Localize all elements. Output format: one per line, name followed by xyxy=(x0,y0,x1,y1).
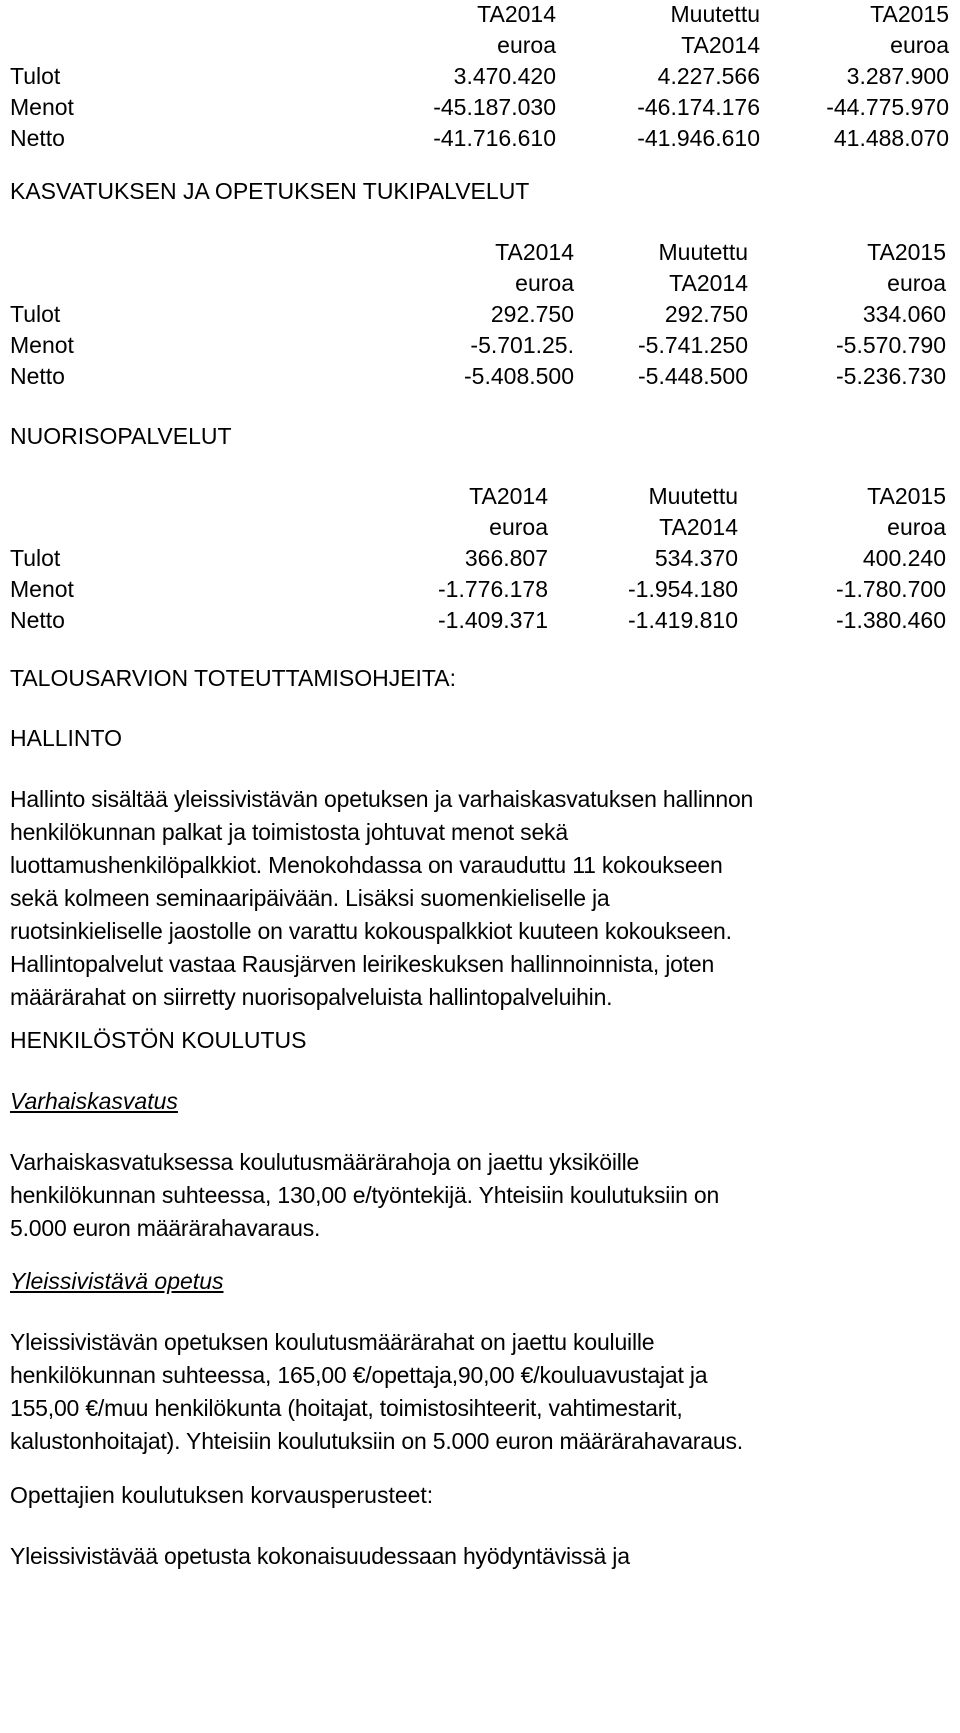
subheading-general-education: Yleissivistävä opetus xyxy=(10,1268,224,1294)
column-unit: TA2014 xyxy=(659,514,738,540)
heading-staff-training: HENKILÖSTÖN KOULUTUS xyxy=(10,1027,307,1053)
table-row xyxy=(10,542,946,573)
table-cell: 4.227.566 xyxy=(657,63,760,89)
column-unit: euroa xyxy=(890,32,949,58)
row-label: Menot xyxy=(10,332,74,358)
column-unit: euroa xyxy=(887,270,946,296)
table-cell: -5.570.790 xyxy=(836,332,946,358)
column-header: TA2015 xyxy=(867,239,946,265)
table-cell: -5.236.730 xyxy=(836,363,946,389)
column-header: Muutettu xyxy=(658,239,748,265)
column-unit: euroa xyxy=(515,270,574,296)
table-cell: -1.776.178 xyxy=(438,576,548,602)
general-education-paragraph xyxy=(10,1326,950,1458)
table-header-row xyxy=(10,29,949,60)
table-cell: -5.448.500 xyxy=(638,363,748,389)
table-cell: 334.060 xyxy=(862,301,946,327)
table-row xyxy=(10,329,946,360)
table-cell: -1.409.371 xyxy=(438,607,548,633)
column-header: Muutettu xyxy=(670,1,760,27)
section-title-youth-services: NUORISOPALVELUT xyxy=(10,423,232,449)
column-header: TA2014 xyxy=(495,239,574,265)
paragraph-line: Yleissivistävää opetusta kokonaisuudessaan hyödyntävissä ja xyxy=(10,1543,630,1569)
row-label: Menot xyxy=(10,576,74,602)
paragraph-line: 5.000 euron määrärahavaraus. xyxy=(10,1215,321,1241)
budget-table-2 xyxy=(10,236,946,391)
table-cell: 534.370 xyxy=(654,545,738,571)
section-title-support-services: KASVATUKSEN JA OPETUKSEN TUKIPALVELUT xyxy=(10,178,530,204)
column-header: TA2015 xyxy=(867,483,946,509)
paragraph-line: Yleissivistävän opetuksen koulutusmäärärahat on jaettu kouluille xyxy=(10,1329,655,1355)
heading-guidelines: TALOUSARVION TOTEUTTAMISOHJEITA: xyxy=(10,665,457,691)
column-header: Muutettu xyxy=(648,483,738,509)
row-label: Tulot xyxy=(10,545,61,571)
column-header: TA2014 xyxy=(469,483,548,509)
row-label: Tulot xyxy=(10,301,61,327)
row-label: Netto xyxy=(10,125,65,151)
column-unit: TA2014 xyxy=(681,32,760,58)
paragraph-line: Varhaiskasvatuksessa koulutusmäärärahoja on jaettu yksiköille xyxy=(10,1149,640,1175)
table-row xyxy=(10,122,949,153)
row-label: Menot xyxy=(10,94,74,120)
table-cell: 3.470.420 xyxy=(453,63,556,89)
budget-table-3 xyxy=(10,480,946,635)
column-unit: TA2014 xyxy=(669,270,748,296)
paragraph-line: sekä kolmeen seminaaripäivään. Lisäksi suomenkieliselle ja xyxy=(10,885,610,911)
table-cell: -1.380.460 xyxy=(836,607,946,633)
row-label: Netto xyxy=(10,607,65,633)
table-row xyxy=(10,91,949,122)
table-row xyxy=(10,573,946,604)
table-cell: -1.780.700 xyxy=(836,576,946,602)
paragraph-line: henkilökunnan suhteessa, 130,00 e/työntekijä. Yhteisiin koulutuksiin on xyxy=(10,1182,720,1208)
table-cell: -46.174.176 xyxy=(637,94,760,120)
early-education-paragraph xyxy=(10,1146,950,1245)
table-cell: 41.488.070 xyxy=(833,125,949,151)
table-cell: -41.946.610 xyxy=(637,125,760,151)
paragraph-line: henkilökunnan suhteessa, 165,00 €/opettaja,90,00 €/kouluavustajat ja xyxy=(10,1362,708,1388)
table-cell: 3.287.900 xyxy=(846,63,949,89)
paragraph-line: kalustonhoitajat). Yhteisiin koulutuksiin on 5.000 euron määrärahavaraus. xyxy=(10,1428,743,1454)
table-cell: 292.750 xyxy=(664,301,748,327)
paragraph-line: 155,00 €/muu henkilökunta (hoitajat, toimistosihteerit, vahtimestarit, xyxy=(10,1395,683,1421)
paragraph-line: Hallintopalvelut vastaa Rausjärven leirikeskuksen hallinnoinnista, joten xyxy=(10,951,715,977)
paragraph-line: luottamushenkilöpalkkiot. Menokohdassa on varauduttu 11 kokoukseen xyxy=(10,852,723,878)
table-header-row xyxy=(10,267,946,298)
row-label: Netto xyxy=(10,363,65,389)
column-unit: euroa xyxy=(489,514,548,540)
teacher-compensation-heading: Opettajien koulutuksen korvausperusteet: xyxy=(10,1482,434,1508)
table-header-row xyxy=(10,480,946,511)
table-cell: 292.750 xyxy=(490,301,574,327)
column-header: TA2014 xyxy=(477,1,556,27)
administration-paragraph xyxy=(10,783,950,1014)
table-cell: -1.419.810 xyxy=(628,607,738,633)
table-header-row xyxy=(10,0,949,29)
table-cell: 366.807 xyxy=(464,545,548,571)
table-cell: -1.954.180 xyxy=(628,576,738,602)
heading-administration: HALLINTO xyxy=(10,725,123,751)
column-header: TA2015 xyxy=(870,1,949,27)
table-cell: -5.408.500 xyxy=(464,363,574,389)
paragraph-line: määrärahat on siirretty nuorisopalveluista hallintopalveluihin. xyxy=(10,984,613,1010)
subheading-early-education: Varhaiskasvatus xyxy=(10,1088,178,1114)
table-row xyxy=(10,360,946,391)
table-cell: -44.775.970 xyxy=(826,94,949,120)
table-cell: -5.741.250 xyxy=(638,332,748,358)
paragraph-line: henkilökunnan palkat ja toimistosta johtuvat menot sekä xyxy=(10,819,568,845)
table-cell: -41.716.610 xyxy=(433,125,556,151)
table-row xyxy=(10,604,946,635)
paragraph-line: ruotsinkieliselle jaostolle on varattu kokouspalkkiot kuuteen kokoukseen. xyxy=(10,918,732,944)
table-header-row xyxy=(10,511,946,542)
table-header-row xyxy=(10,236,946,267)
column-unit: euroa xyxy=(887,514,946,540)
column-unit: euroa xyxy=(497,32,556,58)
table-row xyxy=(10,60,949,91)
table-cell: 400.240 xyxy=(862,545,946,571)
table-row xyxy=(10,298,946,329)
table-cell: -45.187.030 xyxy=(433,94,556,120)
paragraph-line: Hallinto sisältää yleissivistävän opetuksen ja varhaiskasvatuksen hallinnon xyxy=(10,786,754,812)
table-cell: -5.701.25. xyxy=(470,332,574,358)
row-label: Tulot xyxy=(10,63,61,89)
budget-table-1 xyxy=(10,0,949,153)
